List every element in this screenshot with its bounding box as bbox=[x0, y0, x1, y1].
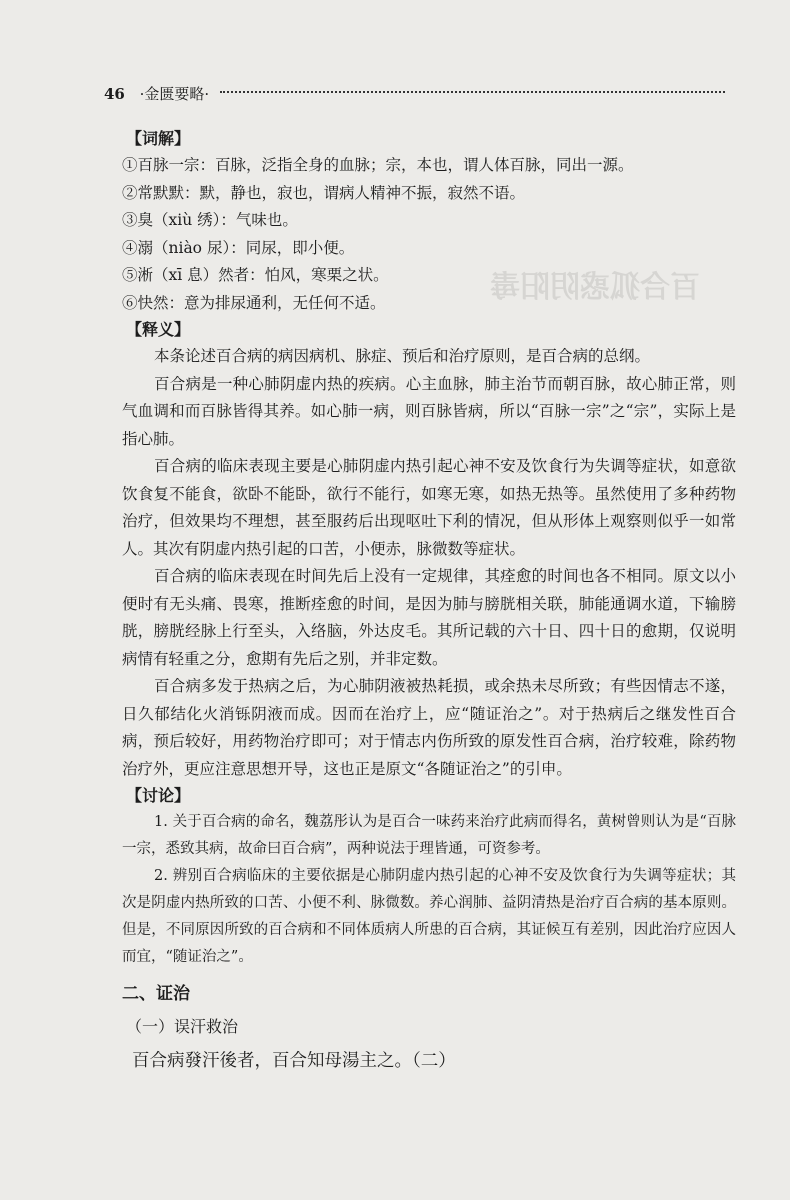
ci-jie-item-2: ②常默默：默，静也，寂也，谓病人精神不振，寂然不语。 bbox=[122, 183, 526, 202]
sub-heading-wu-han: （一）误汗救治 bbox=[126, 1017, 239, 1036]
shi-yi-paragraph: 百合病的临床表现在时间先后上没有一定规律，其痊愈的时间也各不相同。原文以小便时有无头痛、畏寒，推断痊愈的时间，是因为肺与膀胱相关联，肺能通调水道，下输膀胱，膀胱经脉上行至头，入络脑，外达皮毛。其所记载的六十日、四十日的愈期，仅说明病情有轻重之分，愈期有先后之别，并非定数。 bbox=[122, 567, 736, 668]
tao-lun-heading: 【讨论】 bbox=[126, 786, 191, 805]
ci-jie-heading: 【词解】 bbox=[126, 129, 191, 148]
tao-lun-paragraph: 1. 关于百合病的命名，魏荔彤认为是百合一味药来治疗此病而得名，黄树曾则认为是“百脉一宗，悉致其病，故命曰百合病”，两种说法于理皆通，可资参考。 bbox=[122, 814, 736, 857]
ci-jie-item-1: ①百脉一宗：百脉，泛指全身的血脉；宗，本也，谓人体百脉，同出一源。 bbox=[122, 156, 634, 174]
ci-jie-item-4: ④溺（niào 尿）：同尿，即小便。 bbox=[122, 238, 355, 257]
shi-yi-paragraph: 百合病是一种心肺阴虚内热的疾病。心主血脉，肺主治节而朝百脉，故心肺正常，则气血调和而百脉皆得其养。如心肺一病，则百脉皆病，所以“百脉一宗”之“宗”，实际上是指心肺。 bbox=[122, 374, 736, 448]
shi-yi-intro: 本条论述百合病的病因病机、脉症、预后和治疗原则，是百合病的总纲。 bbox=[154, 347, 651, 365]
book-title: ·金匮要略· bbox=[139, 85, 210, 103]
ci-jie-item-3: ③臭（xiù 绣）：气味也。 bbox=[122, 211, 298, 229]
shi-yi-paragraph: 百合病多发于热病之后，为心肺阴液被热耗损，或余热未尽所致；有些因情志不遂，日久郁结化火消铄阴液而成。因而在治疗上，应“随证治之”。对于热病后之继发性百合病，预后较好，用药物治疗即可；对于情志内伤所致的原发性百合病，治疗较难，除药物治疗外，更应注意思想开导，这也正是原文“各随证治之”的引申。 bbox=[122, 677, 736, 778]
tao-lun-paragraph: 2. 辨别百合病临床的主要依据是心肺阴虚内热引起的心神不安及饮食行为失调等症状；其次是阴虚内热所致的口苦、小便不利、脉微数。养心润肺、益阴清热是治疗百合病的基本原则。但是，不同原因所致的百合病和不同体质病人所患的百合病，其证候互有差别，因此治疗应因人而宜，“随证治之”。 bbox=[122, 868, 736, 965]
section-heading-zheng-zhi: 二、证治 bbox=[122, 984, 190, 1004]
ci-jie-item-6: ⑥快然：意为排尿通利，无任何不适。 bbox=[122, 293, 386, 312]
shi-yi-heading: 【释义】 bbox=[126, 320, 191, 339]
running-header bbox=[104, 84, 736, 104]
bleed-through-text: 百合狐惑阴阳毒 bbox=[490, 270, 700, 305]
page-content bbox=[122, 126, 736, 1077]
classic-text: 百合病發汗後者，百合知母湯主之。（二） bbox=[132, 1051, 456, 1071]
ci-jie-item-5: ⑤淅（xī 息）然者：怕风，寒栗之状。 bbox=[122, 266, 389, 284]
dotted-leader bbox=[220, 91, 725, 93]
page-number: 46 bbox=[104, 85, 125, 103]
shi-yi-paragraph: 百合病的临床表现主要是心肺阴虚内热引起心神不安及饮食行为失调等症状，如意欲饮食复不能食，欲卧不能卧，欲行不能行，如寒无寒，如热无热等。虽然使用了多种药物治疗，但效果均不理想，甚至服药后出现呕吐下利的情况，但从形体上观察则似乎一如常人。其次有阴虚内热引起的口苦，小便赤，脉微数等症状。 bbox=[122, 457, 736, 558]
